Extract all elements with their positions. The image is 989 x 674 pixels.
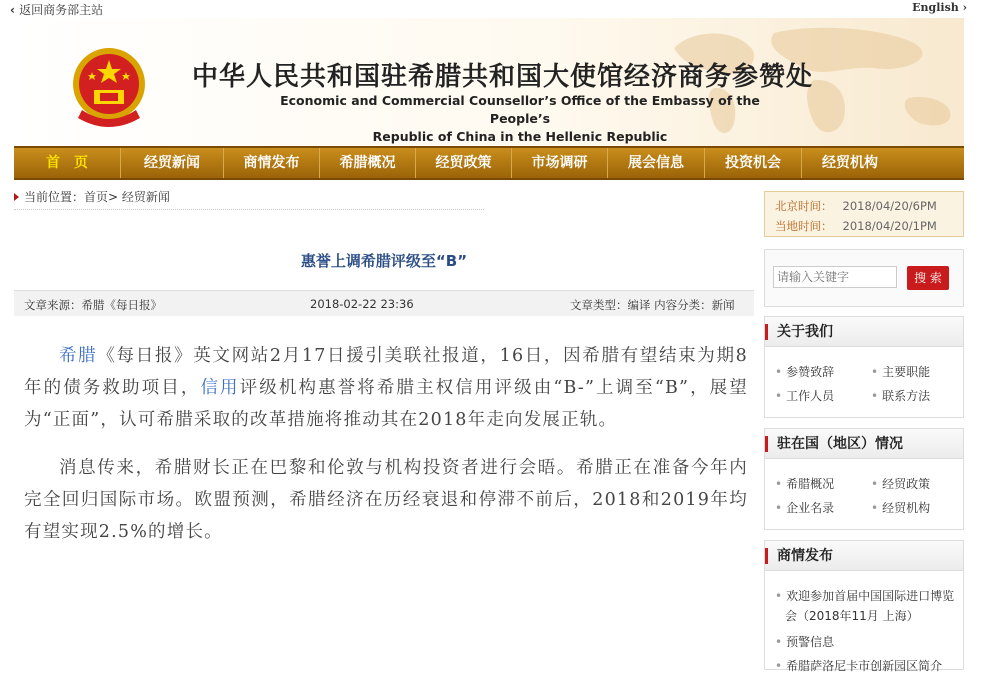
article-date: 2018-02-22 23:36 <box>310 297 414 311</box>
nav-exhibition-info[interactable]: 展会信息 <box>608 148 705 178</box>
site-title-cn: 中华人民共和国驻希腊共和国大使馆经济商务参赞处 <box>192 62 814 92</box>
search-input[interactable] <box>773 266 897 288</box>
link-staff[interactable]: • 工作人员 <box>775 387 834 404</box>
link-warning-info[interactable]: • 预警信息 <box>775 633 834 650</box>
link-credit[interactable]: 信用 <box>200 378 240 398</box>
article-title: 惠誉上调希腊评级至“B” <box>300 252 468 270</box>
site-title-en: Economic and Commercial Counsellor’s Office of the Embassy of the People’s Republic of China in the Hellenic Republic <box>280 93 760 144</box>
chevron-right-icon: › <box>958 1 967 14</box>
english-link[interactable]: English › <box>912 1 967 14</box>
breadcrumb: 当前位置：首页> 经贸新闻 <box>14 188 170 205</box>
nav-greece-overview[interactable]: 希腊概况 <box>320 148 416 178</box>
link-greece-overview[interactable]: • 希腊概况 <box>775 475 834 492</box>
nav-home[interactable]: 首 页 <box>14 148 121 178</box>
panel-country-title: 驻在国（地区）情况 <box>765 429 963 459</box>
beijing-time: 北京时间： 2018/04/20/6PM <box>775 199 937 213</box>
panel-business <box>764 540 964 673</box>
nav-trade-agencies[interactable]: 经贸机构 <box>822 155 878 171</box>
chevron-left-icon: ‹ <box>10 3 20 17</box>
paragraph-2: 消息传来，希腊财长正在巴黎和伦敦与机构投资者进行会晤。希腊正在准备今年内完全回归国际市场。欧盟预测，希腊经济在历经衰退和停滞不前后，2018和2019年均有望实现2.5%的增长。 <box>24 458 748 542</box>
national-emblem-icon <box>70 44 148 130</box>
link-counsellor-speech[interactable]: • 参赞致辞 <box>775 363 834 380</box>
nav-trade-policy[interactable]: 经贸政策 <box>416 148 512 178</box>
article-source: 文章来源：希腊《每日报》 <box>24 298 162 312</box>
panel-about <box>764 316 964 418</box>
link-greece[interactable]: 希腊 <box>59 346 98 366</box>
header-banner <box>14 18 964 146</box>
article-meta <box>14 290 754 316</box>
local-time: 当地时间： 2018/04/20/1PM <box>775 219 937 233</box>
link-innovation-park[interactable]: • 希腊萨洛尼卡市创新园区简介 <box>775 657 942 674</box>
article-body <box>24 340 748 564</box>
back-link[interactable]: ‹ 返回商务部主站 <box>10 3 104 17</box>
main-nav <box>14 146 964 180</box>
link-main-functions[interactable]: • 主要职能 <box>871 363 930 380</box>
search-button[interactable]: 搜 索 <box>907 266 949 290</box>
divider <box>14 209 484 210</box>
link-expo[interactable]: • 欢迎参加首届中国国际进口博览 <box>775 587 954 604</box>
link-trade-agencies[interactable]: • 经贸机构 <box>871 499 930 516</box>
panel-about-title: 关于我们 <box>765 317 963 347</box>
nav-business-info[interactable]: 商情发布 <box>224 148 320 178</box>
nav-trade-news[interactable]: 经贸新闻 <box>121 148 224 178</box>
top-bar <box>0 0 989 18</box>
link-contact[interactable]: • 联系方法 <box>871 387 930 404</box>
triangle-icon <box>14 193 19 201</box>
nav-investment[interactable]: 投资机会 <box>705 148 802 178</box>
link-trade-policy[interactable]: • 经贸政策 <box>871 475 930 492</box>
time-box <box>764 191 964 237</box>
panel-country <box>764 428 964 530</box>
article-type: 文章类型：编译 内容分类：新闻 <box>570 298 735 312</box>
nav-market-research[interactable]: 市场调研 <box>512 148 608 178</box>
search-box <box>764 249 964 307</box>
link-company-directory[interactable]: • 企业名录 <box>775 499 834 516</box>
link-expo-cont[interactable]: 会（2018年11月 上海） <box>785 609 919 623</box>
paragraph-1: 希腊《每日报》英文网站2月17日援引美联社报道，16日，因希腊有望结束为期8年的债务救助项目，信用评级机构惠誉将希腊主权信用评级由“B-”上调至“B”，展望为“正面”，认可希腊采取的改革措施将推动其在2018年走向发展正轨。 <box>24 346 748 430</box>
panel-business-title: 商情发布 <box>765 541 963 571</box>
